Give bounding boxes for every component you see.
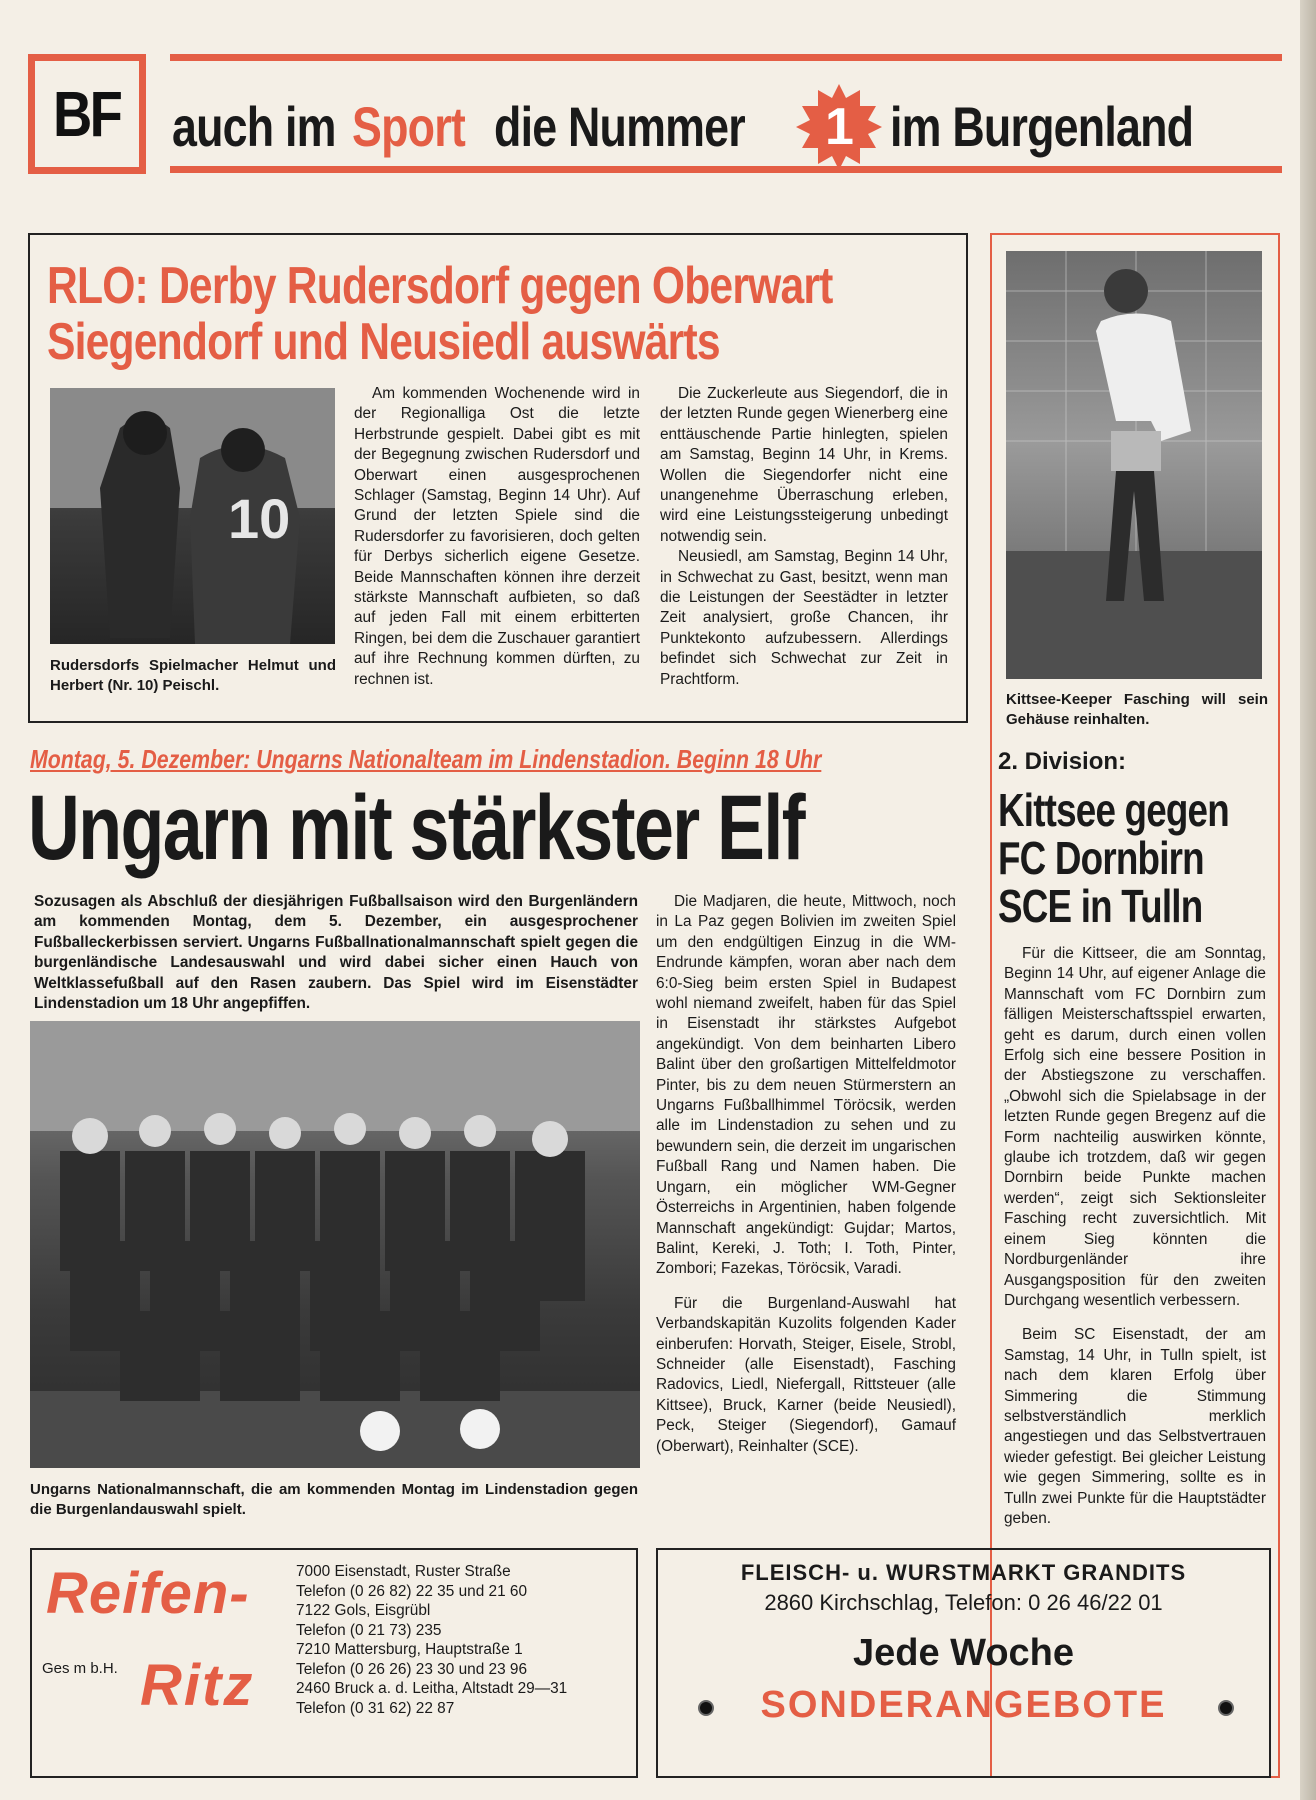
reifen-ritz-name: Reifen- (46, 1561, 250, 1626)
rudersdorf-players-photo (50, 388, 335, 644)
reifen-ritz-addresses: 7000 Eisenstadt, Ruster Straße Telefon (0 26 82) 22 35 und 21 60 7122 Gols, Eisgrübl Telefon (0 21 73) 235 7210 Mattersburg, Hauptstraße 1 Telefon (0 26 26) 23 30 und 23 96 2460 Bruck a. d. Leitha, Altstadt 29—31 Telefon (0 31 62) 22 87 (296, 1563, 568, 1717)
hungary-subheadline: Montag, 5. Dezember: Ungarns Nationalteam im Lindenstadion. Beginn 18 Uhr (30, 744, 822, 774)
reifen-ritz-name-2: Ritz (140, 1653, 255, 1718)
bullet-dot (698, 1700, 714, 1716)
rlo-headline: RLO: Derby Rudersdorf gegen Oberwart Siegendorf und Neusiedl auswärts (47, 257, 833, 371)
rlo-column-2: Die Zuckerleute aus Siegendorf, die in der letzten Runde gegen Wienerberg eine enttäuschende Partie hinlegten, spielen am Samstag, Beginn 14 Uhr, in Krems. Wollen die Siegendorfer nicht eine unangenehme Überraschung erleben, wird eine Leistungssteigerung unbedingt notwendig sein. Neusiedl, am Samstag, Beginn 14 Uhr, in Schwechat zu Gast, besitzt, wenn man die Leistungen der Seestädter in letzter Zeit analysiert, große Chancen, ihr Punktekonto aufzubessern. Allerdings befindet sich Schwechat zur Zeit in Prachtform. (660, 385, 948, 688)
bf-logo: BF (28, 54, 146, 174)
photo-illustration (1006, 251, 1262, 679)
grandits-address: 2860 Kirchschlag, Telefon: 0 26 46/22 01 (764, 1590, 1163, 1615)
masthead-slogan: auch im Sport die Nummer 1 im Burgenland (172, 92, 1282, 162)
division-column: Für die Kittseer, die am Sonntag, Beginn 14 Uhr, auf eigener Anlage die Mannschaft vom FC Dornbirn zum fälligen Meisterschaftsspiel erwarten, geht es darum, durch einen vollen Erfolg sich eine bessere Position in der Abstiegszone zu verschaffen. „Obwohl sich die Spielabsage in der letzten Runde gegen Bregenz auf die Form nachteilig auswirken könnte, glaube ich trotzdem, daß wir gegen Dornbirn beide Punkte machen werden“, zeigt sich Sektionsleiter Fasching recht zuversichtlich. Mit einem Sieg könnten die Nordburgenländer ihre Ausgangsposition für den zweiten Durchgang wesentlich verbessern. Beim SC Eisenstadt, der am Samstag, 14 Uhr, in Tulln spielt, ist nach dem klaren Erfolg über Simmering die Stimmung selbstverständlich merklich angestiegen und das Selbstvertrauen wieder gefestigt. Bei gleicher Leistung wie gegen Simmering, sollte es in Tulln zwei Punkte für die Hauptstädter geben. (1004, 945, 1266, 1527)
masthead-rule-bottom (170, 166, 1282, 173)
page-edge (1300, 0, 1316, 1800)
kittsee-keeper-photo (1006, 251, 1262, 679)
hungary-team-photo (30, 1021, 640, 1468)
grandits-title: FLEISCH- u. WURSTMARKT GRANDITS (740, 1560, 1187, 1585)
number-one-badge: 1 (796, 84, 882, 170)
company-legal-form: Ges m b.H. (42, 1660, 118, 1677)
hungary-headline: Ungarn mit stärkster Elf (28, 777, 805, 879)
rudersdorf-photo-caption: Rudersdorfs Spielmacher Helmut und Herbert (Nr. 10) Peischl. (50, 657, 336, 694)
hungary-lead: Sozusagen als Abschluß der diesjährigen Fußballsaison wird den Burgenländern am kommenden Montag, dem 5. Dezember, ein ausgesprochener Fußballeckerbissen serviert. Ungarns Fußballnationalmannschaft spielt gegen die burgenländische Landesauswahl und wird dabei sicher einen Hauch von Weltklassefußball auf den Rasen zaubern. Das Spiel wird im Eisenstädter Lindenstadion um 18 Uhr angepfiffen. (34, 893, 638, 1013)
rlo-column-1: Am kommenden Wochenende wird in der Regionalliga Ost die letzte Herbstrunde gespielt. Dabei gibt es mit der Begegnung zwischen Rudersdorf und Oberwart einen ausgesprochenen Schlager (Samstag, Beginn 14 Uhr). Auf Grund der letzten Spiele sind die Rudersdorfer zu favorisieren, doch gelten für Derbys sicherlich eigene Gesetze. Beide Mannschaften können ihre derzeit stärkste Mannschaft aufbieten, so daß auf jeden Fall mit einem erbitterten Ringen, bei dem die Zuschauer garantiert auf ihre Rechnung kommen dürften, zu rechnen ist. (354, 385, 640, 688)
hungary-column-2: Die Madjaren, die heute, Mittwoch, noch in La Paz gegen Bolivien im zweiten Spiel um den endgültigen Einzug in die WM-Endrunde kämpfen, woran aber nach dem 6:0-Sieg beim ersten Spiel in Budapest wohl niemand zweifelt, haben für das Spiel in Eisenstadt ihr stärkstes Aufgebot angekündigt. Von dem beinharten Libero Balint über den großartigen Mittelfeldmotor Pinter, bis zu dem neuen Stürmerstern an Ungarns Fußballhimmel Töröcsik, werden alle im Lindenstadion zu sehen und zu bewundern sein, die derzeit im ungarischen Fußball Rang und Namen haben. Die Ungarn, ein möglicher WM-Gegner Österreichs in Argentinien, haben folgende Mannschaft angekündigt: Gujdar; Martos, Balint, Kereki, J. Toth; I. Toth, Pinter, Zombori; Fazekas, Töröcsik, Varadi. Für die Burgenland-Auswahl hat Verbandskapitän Kuzolits folgenden Kader einberufen: Horvath, Steiger, Eisele, Strobl, Schneider (alle Eisenstadt), Fasching Radovics, Liedl, Niefergall, Rittsteuer (alle Kittsee), Bruck, Karner (beide Neusiedl), Peck, Steiger (Siegendorf), Gamauf (Oberwart), Reinhalter (SCE). (656, 893, 956, 1455)
photo-illustration (30, 1021, 640, 1468)
bullet-dot (1218, 1700, 1234, 1716)
team-photo-caption: Ungarns Nationalmannschaft, die am kommenden Montag im Lindenstadion gegen die Burgenlandauswahl spielt. (30, 1481, 638, 1518)
masthead-rule-top (170, 54, 1282, 61)
keeper-photo-caption: Kittsee-Keeper Fasching will sein Gehäuse reinhalten. (1006, 691, 1268, 728)
grandits-weekly: Jede Woche (852, 1632, 1075, 1674)
division-label: 2. Division: (998, 748, 1127, 775)
grandits-offers: SONDERANGEBOTE (760, 1684, 1167, 1726)
division-headline: Kittsee gegen FC Dornbirn SCE in Tulln (998, 784, 1229, 932)
svg-text:10: 10 (228, 487, 291, 550)
photo-illustration (50, 388, 335, 644)
